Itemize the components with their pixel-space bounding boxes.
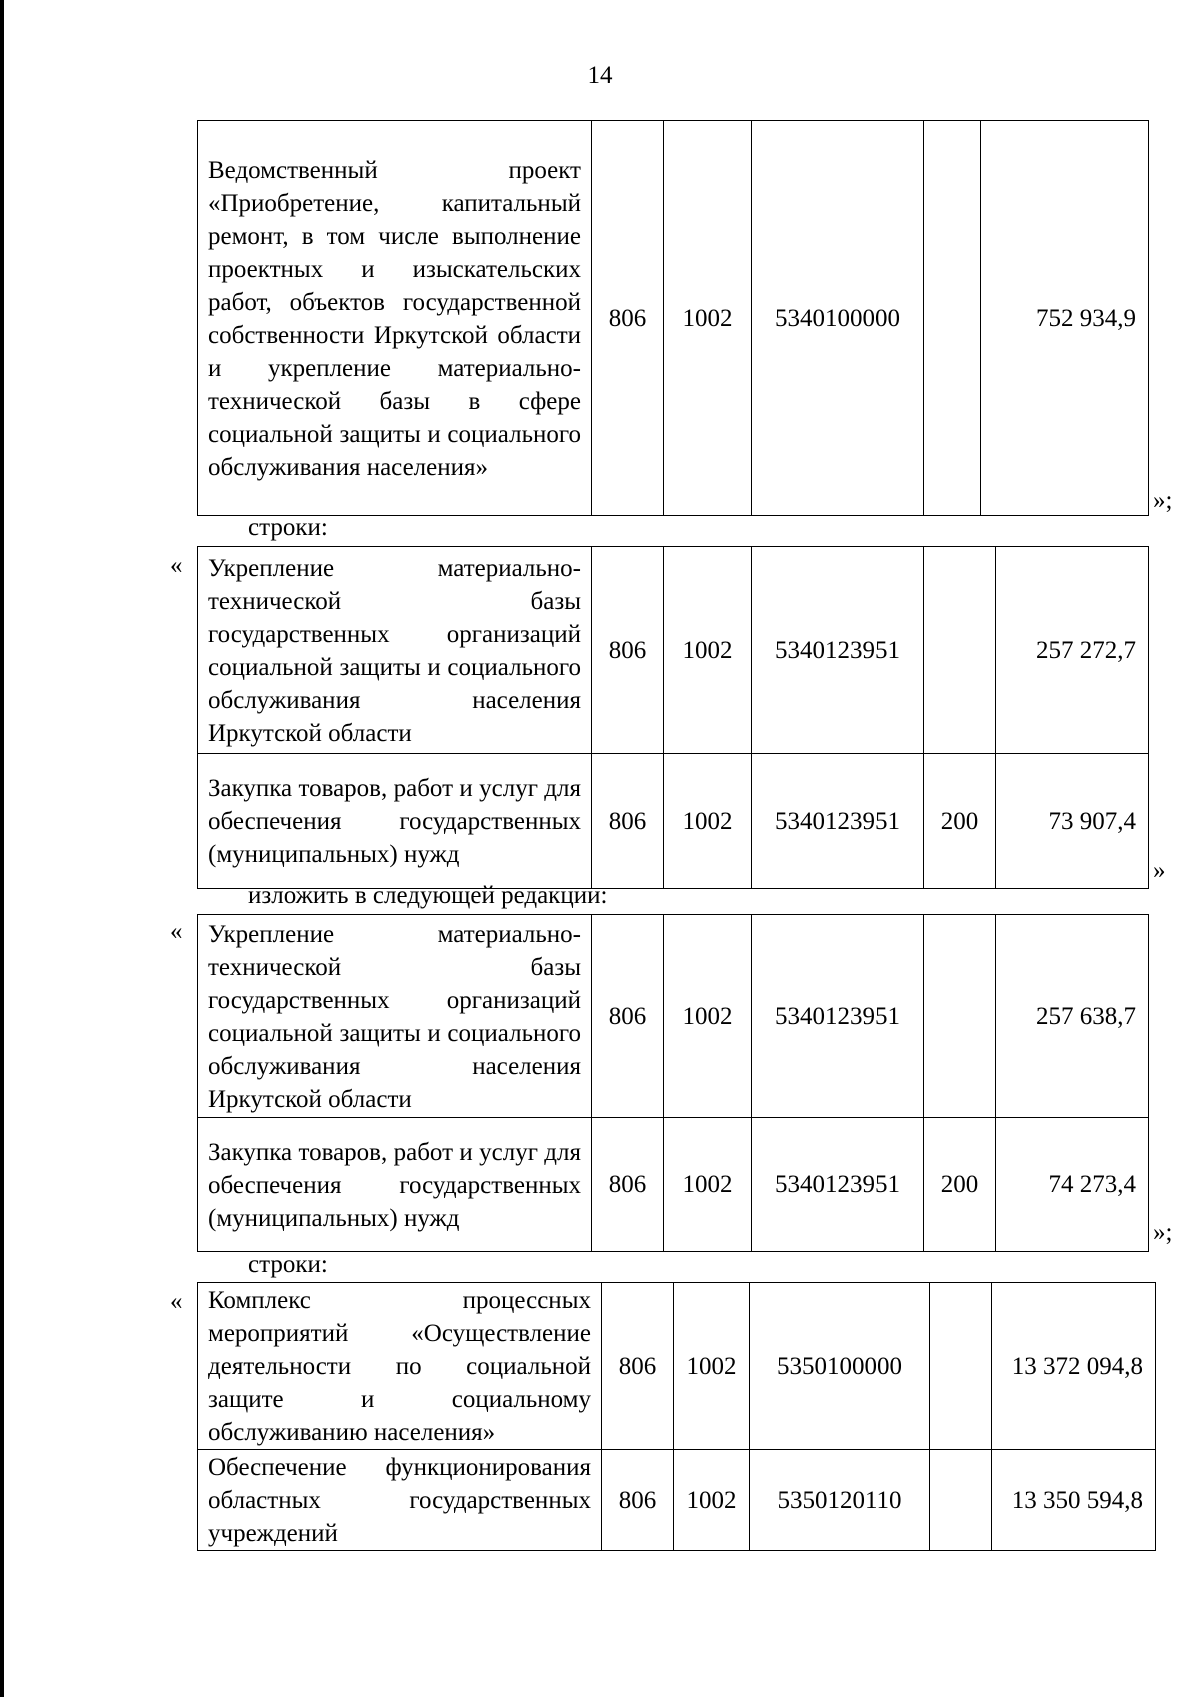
row-name: Ведомственный проект «Приобретение, капитальный ремонт, в том числе выполнение проектных и изыскательских работ, объектов государственной собственности Иркутской области и укрепление материально-технической базы в сфере социальной защиты и социального обслуживания населения»	[198, 121, 592, 516]
section-code: 1002	[664, 547, 752, 754]
target-code: 5340123951	[752, 547, 924, 754]
connector-text: строки:	[248, 514, 328, 541]
expense-type	[924, 121, 981, 516]
amount: 13 372 094,8	[992, 1283, 1156, 1450]
table-row	[198, 1450, 1156, 1551]
amount: 74 273,4	[996, 1118, 1149, 1252]
section-code: 1002	[664, 915, 752, 1118]
table-row	[198, 754, 1149, 889]
ministry-code: 806	[592, 915, 664, 1118]
amount: 752 934,9	[981, 121, 1149, 516]
row-name: Обеспечение функционирования областных государственных учреждений	[198, 1450, 602, 1551]
row-name: Укрепление материально-технической базы государственных организаций социальной защиты и социального обслуживания населения Иркутской области	[198, 547, 592, 754]
ministry-code: 806	[592, 1118, 664, 1252]
table-2	[197, 546, 1149, 889]
amount: 73 907,4	[996, 754, 1149, 889]
expense-type: 200	[924, 1118, 996, 1252]
table-1	[197, 120, 1149, 516]
amount: 13 350 594,8	[992, 1450, 1156, 1551]
quote-open: «	[170, 1288, 183, 1315]
connector-text: изложить в следующей редакции:	[248, 882, 608, 909]
quote-close: »;	[1153, 1219, 1173, 1246]
row-name: Комплекс процессных мероприятий «Осуществление деятельности по социальной защите и социальному обслуживанию населения»	[198, 1283, 602, 1450]
expense-type	[930, 1283, 992, 1450]
table-row	[198, 1283, 1156, 1450]
ministry-code: 806	[592, 547, 664, 754]
table-row	[198, 915, 1149, 1118]
section-code: 1002	[674, 1450, 750, 1551]
target-code: 5340123951	[752, 1118, 924, 1252]
table-row	[198, 547, 1149, 754]
page-number: 14	[587, 62, 613, 89]
target-code: 5340123951	[752, 915, 924, 1118]
row-name: Закупка товаров, работ и услуг для обеспечения государственных (муниципальных) нужд	[198, 754, 592, 889]
quote-open: «	[170, 552, 183, 579]
target-code: 5340123951	[752, 754, 924, 889]
ministry-code: 806	[592, 121, 664, 516]
table-row	[198, 1118, 1149, 1252]
table-row	[198, 121, 1149, 516]
table-4	[197, 1282, 1156, 1551]
table-3	[197, 914, 1149, 1252]
expense-type	[930, 1450, 992, 1551]
expense-type	[924, 915, 996, 1118]
ministry-code: 806	[602, 1450, 674, 1551]
connector-text: строки:	[248, 1251, 328, 1278]
scan-edge	[0, 0, 4, 1697]
section-code: 1002	[664, 754, 752, 889]
target-code: 5350100000	[750, 1283, 930, 1450]
section-code: 1002	[674, 1283, 750, 1450]
section-code: 1002	[664, 1118, 752, 1252]
expense-type: 200	[924, 754, 996, 889]
amount: 257 272,7	[996, 547, 1149, 754]
section-code: 1002	[664, 121, 752, 516]
quote-close: »	[1153, 857, 1166, 884]
target-code: 5340100000	[752, 121, 924, 516]
ministry-code: 806	[602, 1283, 674, 1450]
quote-close: »;	[1153, 487, 1173, 514]
row-name: Укрепление материально-технической базы государственных организаций социальной защиты и социального обслуживания населения Иркутской области	[198, 915, 592, 1118]
amount: 257 638,7	[996, 915, 1149, 1118]
ministry-code: 806	[592, 754, 664, 889]
quote-open: «	[170, 918, 183, 945]
expense-type	[924, 547, 996, 754]
row-name: Закупка товаров, работ и услуг для обеспечения государственных (муниципальных) нужд	[198, 1118, 592, 1252]
target-code: 5350120110	[750, 1450, 930, 1551]
